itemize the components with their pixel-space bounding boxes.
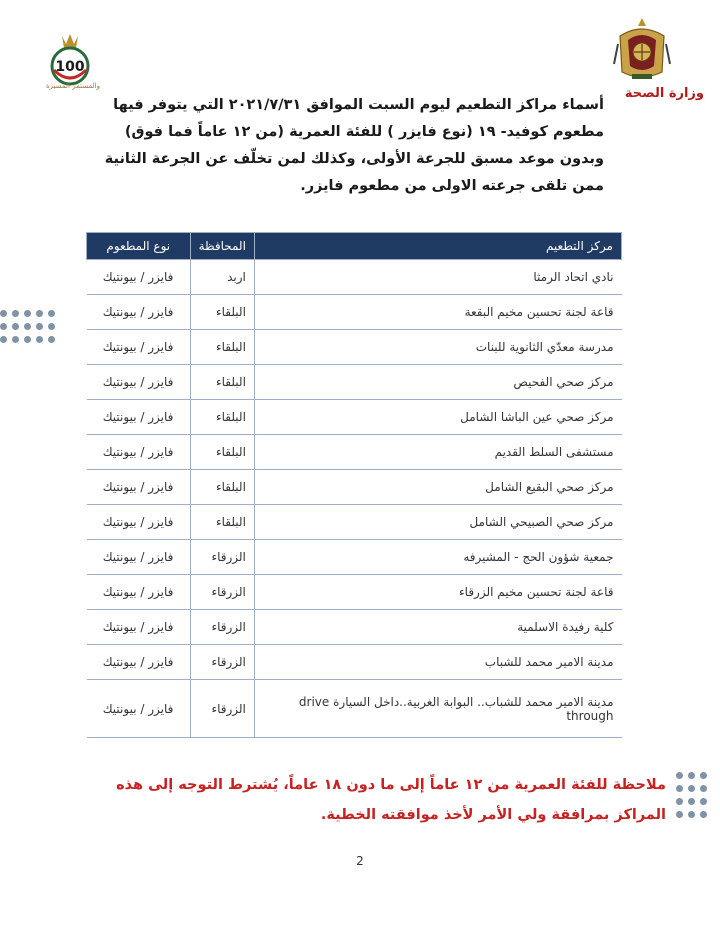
cell-vaccine-type: فايزر / بيونتيك [87,330,191,365]
table-row [87,365,622,400]
cell-vaccine-type: فايزر / بيونتيك [87,400,191,435]
cell-governorate: الزرقاء [190,645,254,680]
cell-center: مدينة الامير محمد للشباب [254,645,621,680]
cell-governorate: البلقاء [190,505,254,540]
cell-center: نادي اتحاد الرمثا [254,260,621,295]
cell-governorate: الزرقاء [190,575,254,610]
cell-governorate: الزرقاء [190,680,254,738]
cell-governorate: البلقاء [190,400,254,435]
table-row [87,680,622,738]
cell-center: قاعة لجنة تحسين مخيم البقعة [254,295,621,330]
table-row [87,470,622,505]
cell-vaccine-type: فايزر / بيونتيك [87,435,191,470]
ministry-name: وزارة الصحة [624,86,704,101]
header-governorate: المحافظة [190,233,254,260]
table-row [87,540,622,575]
cell-vaccine-type: فايزر / بيونتيك [87,610,191,645]
cell-center: مدينة الامير محمد للشباب.. البوابة الغربية..داخل السيارة drive through [254,680,621,738]
table-row [87,295,622,330]
cell-vaccine-type: فايزر / بيونتيك [87,575,191,610]
decorative-dots [0,310,55,343]
cell-center: قاعة لجنة تحسين مخيم الزرقاء [254,575,621,610]
cell-center: مركز صحي الصبيحي الشامل [254,505,621,540]
cell-governorate: الزرقاء [190,540,254,575]
centennial-logo-icon [40,30,100,88]
cell-vaccine-type: فايزر / بيونتيك [87,645,191,680]
cell-governorate: الزرقاء [190,610,254,645]
cell-center: جمعية شؤون الحج - المشيرفه [254,540,621,575]
table-header-row [87,233,622,260]
table-row [87,400,622,435]
cell-center: كلية رفيدة الاسلمية [254,610,621,645]
page-title: أسماء مراكز التطعيم ليوم السبت الموافق ٢٠٢١/٧/٣١ التي يتوفر فيها مطعوم كوفيد- ١٩ (نوع فايزر ) للفئة العمرية (من ١٢ عاماً فما فوق) وبدون موعد مسبق للجرعة الأولى، وكذلك لمن تخلّف عن الجرعة الثانية ممن تلقى جرعته الاولى من مطعوم فايزر. [104,97,604,194]
cell-center: مستشفى السلط القديم [254,435,621,470]
header-vaccine-type: نوع المطعوم [87,233,191,260]
cell-governorate: البلقاء [190,330,254,365]
table-row [87,575,622,610]
cell-center: مركز صحي الفحيص [254,365,621,400]
decorative-dots [676,772,707,818]
cell-vaccine-type: فايزر / بيونتيك [87,365,191,400]
cell-governorate: البلقاء [190,435,254,470]
ministry-emblem-icon [612,14,672,84]
page-number: 2 [356,854,364,868]
vaccination-centers-table [86,232,622,738]
logo-number: 100 [55,59,85,75]
cell-center: مدرسة معدّي الثانوية للبنات [254,330,621,365]
table-row [87,435,622,470]
table-row [87,505,622,540]
table-row [87,330,622,365]
cell-center: مركز صحي البقيع الشامل [254,470,621,505]
cell-vaccine-type: فايزر / بيونتيك [87,295,191,330]
cell-vaccine-type: فايزر / بيونتيك [87,260,191,295]
table-row [87,260,622,295]
cell-governorate: اربد [190,260,254,295]
cell-governorate: البلقاء [190,295,254,330]
header-center: مركز التطعيم [254,233,621,260]
cell-vaccine-type: فايزر / بيونتيك [87,470,191,505]
cell-governorate: البلقاء [190,365,254,400]
cell-vaccine-type: فايزر / بيونتيك [87,505,191,540]
logo-caption: والمستمر المسيرة [45,82,100,90]
table-row [87,645,622,680]
table-row [87,610,622,645]
cell-governorate: البلقاء [190,470,254,505]
age-note: ملاحظة للفئة العمرية من ١٢ عاماً إلى ما دون ١٨ عاماً، يُشترط التوجه إلى هذه المراكز بمرافقة ولي الأمر لأخذ موافقته الخطية. [116,777,666,823]
cell-center: مركز صحي عين الباشا الشامل [254,400,621,435]
cell-vaccine-type: فايزر / بيونتيك [87,680,191,738]
cell-vaccine-type: فايزر / بيونتيك [87,540,191,575]
